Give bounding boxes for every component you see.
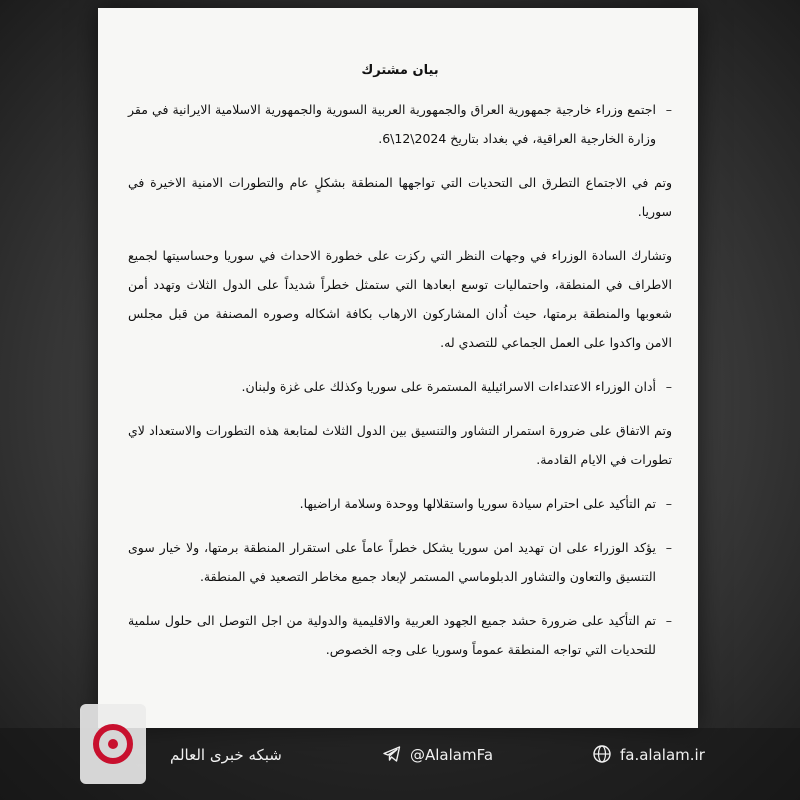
channel-name: شبکه خبری العالم <box>170 746 282 764</box>
paragraph-views: وتشارك السادة الوزراء في وجهات النظر التي ركزت على خطورة الاحداث في سوريا وحساسيتها لجميع الاطراف في المنطقة، واحتماليات توسع ابعادها التي ستمثل خطراً شديداً على الدول الثلاث وتهدد أمن شعوبها والمنطقة برمتها، حيث اُدان المشاركون الارهاب بكافة اشكاله وصوره المصنفة من قبل مجلس الامن واكدوا على العمل الجماعي للتصدي له. <box>128 248 672 350</box>
paragraph-peaceful-solutions: – تم التأكيد على ضرورة حشد جميع الجهود العربية والاقليمية والدولية من اجل التوصل الى حلول سلمية للتحديات التي تواجه المنطقة عموماً وسوريا على وجه الخصوص. <box>128 606 672 664</box>
alalam-logo <box>80 704 146 784</box>
document-page <box>98 8 698 728</box>
document-title: بيان مشترك <box>361 63 439 78</box>
globe-icon[interactable] <box>592 744 612 764</box>
telegram-icon[interactable] <box>382 744 402 764</box>
paragraph-challenges: وتم في الاجتماع التطرق الى التحديات التي تواجهها المنطقة بشكلٍ عام والتطورات الامنية الاخيرة في سوريا. <box>128 175 672 219</box>
paragraph-meeting: – اجتمع وزراء خارجية جمهورية العراق والجمهورية العربية السورية والجمهورية الاسلامية الايرانية في مقر وزارة الخارجية العراقية، في بغداد بتاريخ 2024\12\6. <box>128 95 672 153</box>
document-body <box>128 56 672 679</box>
website-link[interactable]: fa.alalam.ir <box>620 746 705 764</box>
telegram-handle[interactable]: @AlalamFa <box>410 746 494 764</box>
paragraph-coordination: وتم الاتفاق على ضرورة استمرار التشاور والتنسيق بين الدول الثلاث لمتابعة هذه التطورات والاستعداد لاي تطورات في الايام القادمة. <box>128 423 672 467</box>
logo-mark-icon <box>93 724 133 764</box>
paragraph-security: – يؤكد الوزراء على ان تهديد امن سوريا يشكل خطراً عاماً على استقرار المنطقة برمتها، ولا خيار سوى التنسيق والتعاون والتشاور الدبلوماسي المستمر لإبعاد جميع مخاطر التصعيد في المنطقة. <box>128 533 672 591</box>
paragraph-condemnation: – أدان الوزراء الاعتداءات الاسرائيلية المستمرة على سوريا وكذلك على غزة ولبنان. <box>128 372 672 401</box>
paragraph-sovereignty: – تم التأكيد على احترام سيادة سوريا واستقلالها ووحدة وسلامة اراضيها. <box>128 489 672 518</box>
